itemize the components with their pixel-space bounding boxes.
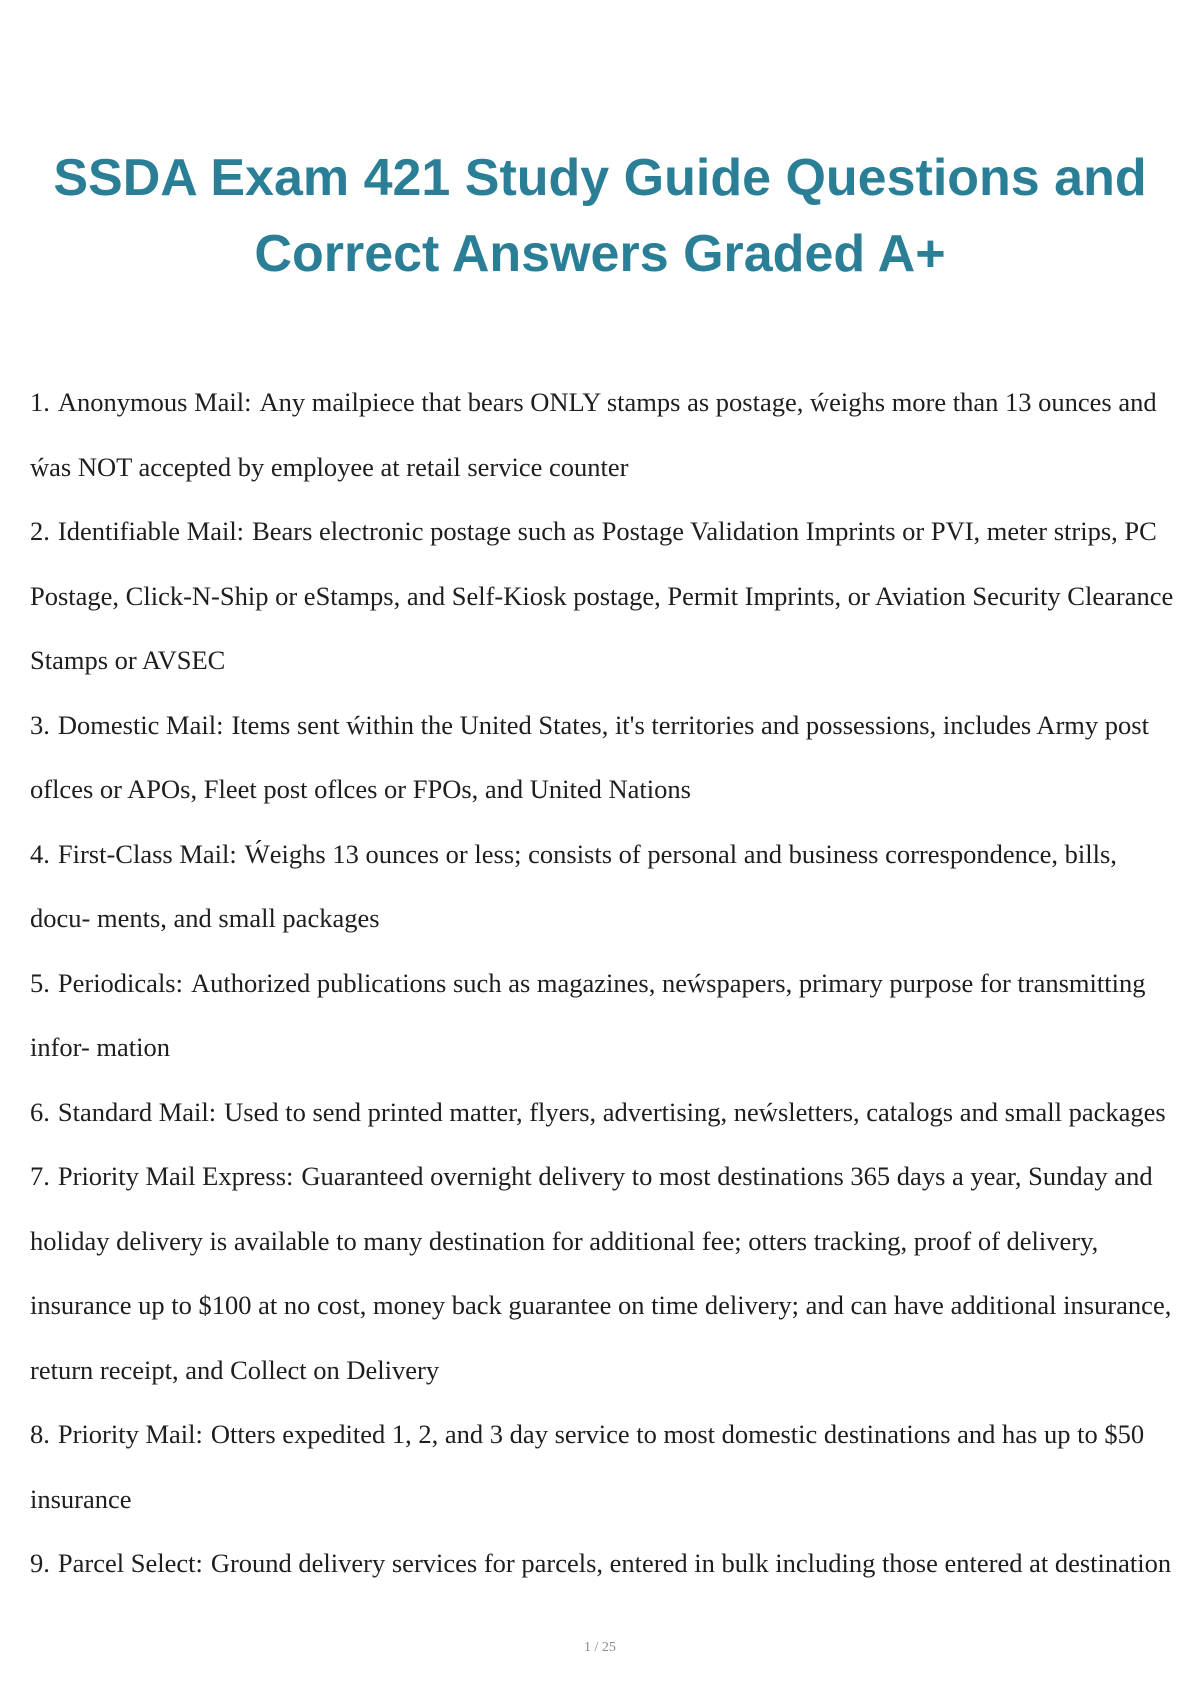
item-term: Priority Mail Express:: [57, 1161, 294, 1191]
title-line-2: Correct Answers Graded A+: [254, 225, 946, 283]
list-item: [30, 370, 1180, 499]
item-term: Standard Mail:: [57, 1096, 217, 1127]
item-definition: Ground delivery services for parcels, entered in bulk including those entered at destination: [210, 1548, 1172, 1578]
item-definition: Used to send printed matter, flyers, advertising, neẃsletters, catalogs and small packages: [224, 1096, 1166, 1127]
item-term: Anonymous Mail:: [57, 387, 252, 417]
item-definition: Otters expedited 1, 2, and 3 day service to most domestic destinations and has up to $50 insurance: [30, 1419, 1145, 1514]
item-number: 8.: [30, 1419, 50, 1449]
item-term: Parcel Select:: [57, 1548, 203, 1578]
item-term: Periodicals:: [57, 967, 183, 998]
item-term: Priority Mail:: [57, 1419, 203, 1449]
list-item: [30, 1402, 1180, 1531]
item-number: 3.: [30, 709, 50, 740]
item-definition: Authorized publications such as magazines, neẃspapers, primary purpose for transmitting infor- mation: [30, 967, 1146, 1062]
page-number-indicator: 1 / 25: [584, 1640, 616, 1655]
item-term: Domestic Mail:: [57, 709, 224, 740]
item-definition: Guaranteed overnight delivery to most destinations 365 days a year, Sunday and holiday delivery is available to many destination for additional fee; otters tracking, proof of delivery, insurance up to $100 at no cost, money back guarantee on time delivery; and can have additional insurance, return receipt, and Collect on Delivery: [30, 1161, 1172, 1385]
item-number: 6.: [30, 1096, 50, 1127]
item-number: 2.: [30, 516, 50, 546]
item-definition: Items sent ẃithin the United States, it's territories and possessions, includes Army post oflces or APOs, Fleet post oflces or FPOs, and United Nations: [30, 709, 1149, 804]
list-item: [30, 951, 1180, 1080]
item-number: 4.: [30, 838, 50, 869]
item-definition: Ẃeighs 13 ounces or less; consists of personal and business correspondence, bills, docu- ments, and small packages: [30, 838, 1117, 933]
item-definition: Bears electronic postage such as Postage Validation Imprints or PVI, meter strips, PC Postage, Click-N-Ship or eStamps, and Self-Kiosk postage, Permit Imprints, or Aviation Security Clearance Stamps or AVSEC: [30, 516, 1174, 675]
title-line-1: SSDA Exam 421 Study Guide Questions and: [53, 149, 1147, 207]
item-number: 5.: [30, 967, 50, 998]
item-definition: Any mailpiece that bears ONLY stamps as postage, ẃeighs more than 13 ounces and ẃas NOT accepted by employee at retail service counter: [30, 387, 1157, 482]
list-item: [30, 693, 1180, 822]
list-item: [30, 1531, 1180, 1596]
document-title: [0, 140, 1200, 292]
item-number: 7.: [30, 1161, 50, 1191]
definitions-list: [30, 370, 1180, 1596]
item-number: 1.: [30, 387, 50, 417]
item-term: Identifiable Mail:: [57, 516, 245, 546]
list-item: [30, 499, 1180, 693]
list-item: [30, 1080, 1180, 1145]
item-number: 9.: [30, 1548, 50, 1578]
list-item: [30, 822, 1180, 951]
item-term: First-Class Mail:: [57, 838, 237, 869]
list-item: [30, 1144, 1180, 1402]
